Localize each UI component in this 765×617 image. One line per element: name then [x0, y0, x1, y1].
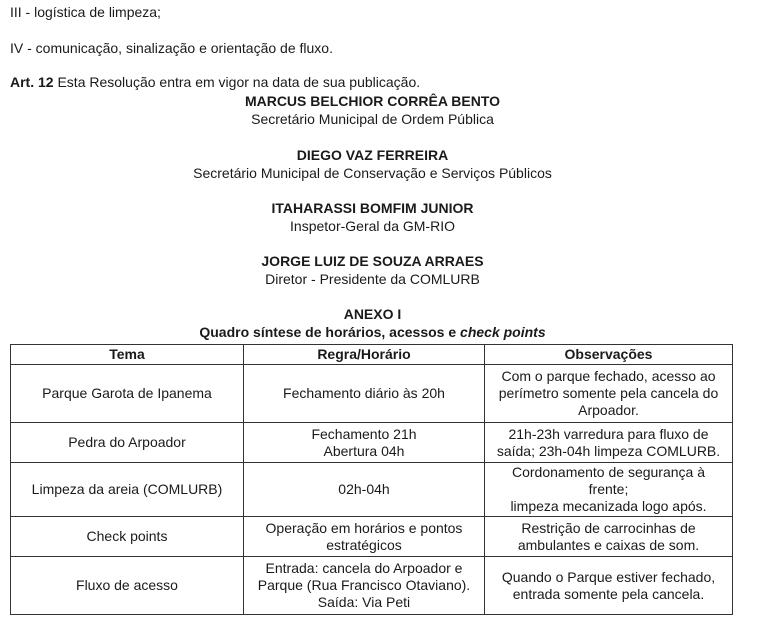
table-cell: Limpeza da areia (COMLURB) — [11, 463, 244, 517]
annex-title: ANEXO I — [343, 306, 402, 322]
table-cell: Check points — [11, 517, 244, 557]
header-observacoes: Observações — [485, 345, 733, 365]
table-row — [11, 423, 733, 463]
annex-subtitle-text: Quadro síntese de horários, acessos e — [199, 324, 461, 340]
table-cell: Operação em horários e pontos estratégicos — [243, 517, 484, 557]
item-iv: IV - comunicação, sinalização e orientação de fluxo. — [10, 40, 333, 56]
article-text: Esta Resolução entra em vigor na data de sua publicação. — [53, 74, 421, 90]
item-iii: III - logística de limpeza; — [10, 4, 161, 20]
annex-table — [10, 344, 733, 615]
table-cell: Fechamento diário às 20h — [243, 365, 484, 423]
signature-2 — [0, 146, 745, 182]
signature-1 — [0, 92, 745, 128]
table-cell: 02h-04h — [243, 463, 484, 517]
article-12 — [10, 74, 420, 90]
signature-title: Secretário Municipal de Ordem Pública — [251, 111, 494, 127]
annex-subtitle-italic: check points — [460, 324, 546, 340]
signature-title: Diretor - Presidente da COMLURB — [265, 271, 480, 287]
signature-name: DIEGO VAZ FERREIRA — [296, 147, 449, 163]
signature-name: JORGE LUIZ DE SOUZA ARRAES — [261, 253, 484, 269]
table-cell: Fechamento 21h Abertura 04h — [243, 423, 484, 463]
table-cell: Fluxo de acesso — [11, 557, 244, 615]
table-cell: 21h-23h varredura para fluxo de saída; 23h-04h limpeza COMLURB. — [485, 423, 733, 463]
signature-3 — [0, 199, 745, 235]
table-row — [11, 365, 733, 423]
signature-4 — [0, 252, 745, 288]
table-cell: Quando o Parque estiver fechado, entrada somente pela cancela. — [485, 557, 733, 615]
header-tema: Tema — [11, 345, 244, 365]
signature-title: Secretário Municipal de Conservação e Serviços Públicos — [193, 165, 552, 181]
signature-title: Inspetor-Geral da GM-RIO — [290, 218, 455, 234]
table-cell: Parque Garota de Ipanema — [11, 365, 244, 423]
signature-name: MARCUS BELCHIOR CORRÊA BENTO — [244, 93, 501, 109]
annex-subtitle — [0, 323, 745, 341]
table-header-row — [11, 345, 733, 365]
table-row — [11, 557, 733, 615]
table-row — [11, 517, 733, 557]
table-cell: Entrada: cancela do Arpoador e Parque (Rua Francisco Otaviano). Saída: Via Peti — [243, 557, 484, 615]
table-cell: Pedra do Arpoador — [11, 423, 244, 463]
table-cell: Com o parque fechado, acesso ao perímetro somente pela cancela do Arpoador. — [485, 365, 733, 423]
header-regra-horario: Regra/Horário — [243, 345, 484, 365]
table-cell: Restrição de carrocinhas de ambulantes e caixas de som. — [485, 517, 733, 557]
signature-name: ITAHARASSI BOMFIM JUNIOR — [271, 200, 474, 216]
article-label: Art. 12 — [10, 74, 54, 90]
table-cell: Cordonamento de segurança à frente; limpeza mecanizada logo após. — [485, 463, 733, 517]
table-row — [11, 463, 733, 517]
